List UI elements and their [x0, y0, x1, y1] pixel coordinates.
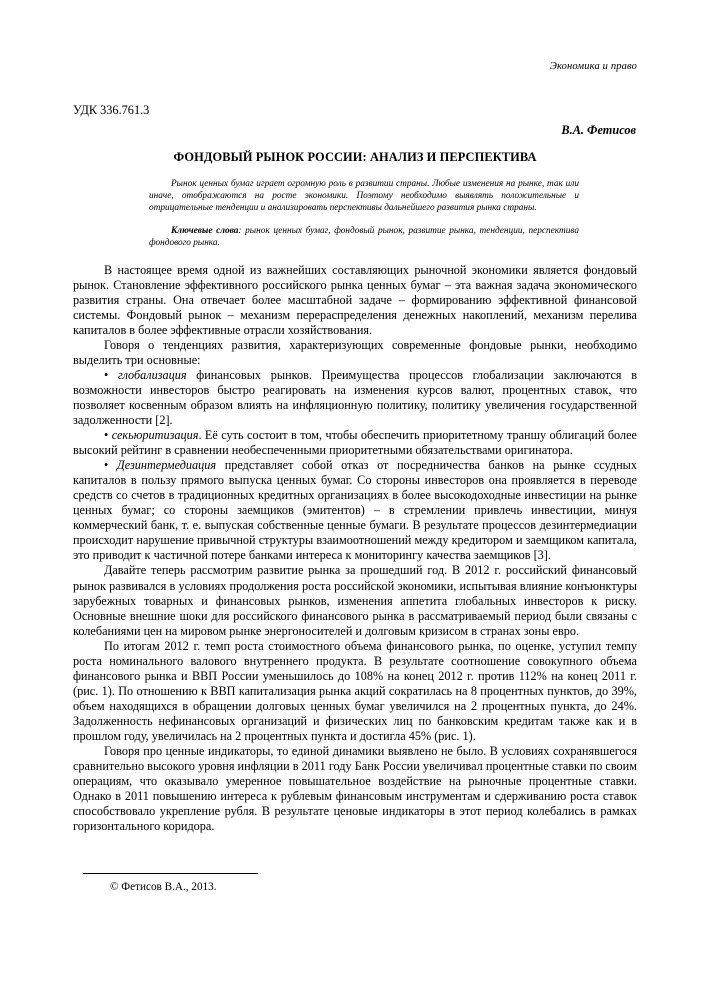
article-body	[73, 263, 637, 835]
paragraph-text: Говоря о тенденциях развития, характеризующих современные фондовые рынки, необходимо выделить три основные:	[73, 337, 637, 367]
bullet-marker: •	[104, 367, 118, 382]
keywords-list: рынок ценных бумаг, фондовый рынок, развитие рынка, тенденции, перспектива фондового рынка.	[149, 225, 579, 248]
body-paragraph	[73, 368, 637, 428]
abstract-text: Рынок ценных бумаг играет огромную роль в развитии страны. Любые изменения на рынке, так или иначе, отображаются на росте экономики. Поэтому необходимо выявлять положительные и отрицательные тенденции и анализировать перспективы дальнейшего развития рынка страны.	[149, 179, 579, 213]
body-paragraph	[73, 428, 637, 458]
copyright-footnote: © Фетисов В.А., 2013.	[110, 881, 217, 893]
udc-code: УДК 336.761.3	[73, 103, 150, 117]
term-emphasis: Дезинтермедиация	[116, 458, 217, 473]
paragraph-text: По итогам 2012 г. темп роста стоимостного объема финансового рынка, по оценке, уступил темпу роста номинального валового внутреннего продукта. В результате соотношение совокупного объема финансового рынка и ВВП России уменьшилось до 108% на конец 2012 г. против 112% на конец 2011 г. (рис. 1). По отношению к ВВП капитализация рынка акций сократилась на 8 процентных пунктов, до 39%, объем находящихся в обращении долговых ценных бумаг увеличился на 2 процентных пункта, до 24%. Задолженность нефинансовых организаций и физических лиц по банковским кредитам также как и в прошлом году, увеличилась на 2 процентных пункта и достигла 45% (рис. 1).	[73, 638, 637, 743]
paragraph-text: Давайте теперь рассмотрим развитие рынка за прошедший год. В 2012 г. российский финансовый рынок развивался в условиях продолжения роста российской экономики, испытывая влияние конъюнктуры зарубежных товарных и финансовых рынков, изменения аппетита глобальных инвесторов к риску. Основные внешние шоки для российского финансового рынка в рассматриваемый период были связаны с колебаниями цен на мировом рынке энергоносителей и долговым кризисом в странах зоны евро.	[73, 563, 637, 638]
bullet-marker: •	[104, 458, 117, 473]
keywords-block	[149, 226, 579, 250]
paragraph-text: представляет собой отказ от посредничества банков на рынке ссудных капиталов в пользу прямого выпуска ценных бумаг. Со стороны инвесторов она проявляется в переводе средств со счетов в традиционных кредитных организациях в более высокодоходные инвестиции на рынке ценных бумаг; со стороны заемщиков (эмитентов) – в стремлении привлечь инвестиции, минуя коммерческий банк, т. е. выпуская собственные ценные бумаги. В результате процессов дезинтермедиации происходит нарушение привычной структуры взаимоотношений между кредитором и заемщиком капитала, это приводит к частичной потере банками интереса к мониторингу качества заемщиков [3].	[73, 458, 637, 563]
body-paragraph	[73, 744, 637, 834]
body-paragraph	[73, 338, 637, 368]
paragraph-text: финансовых рынков. Преимущества процессов глобализации заключаются в возможности инвесторов быстро реагировать на изменения курсов валют, процентных ставок, что позволяет косвенным образом влиять на инфляционную политику, политику увеличения государственной задолженности [2].	[73, 367, 637, 427]
keywords-separator: :	[238, 225, 246, 236]
keywords-label: Ключевые слова	[171, 225, 239, 236]
page-content	[73, 0, 637, 834]
term-emphasis: секьюритизация	[111, 428, 199, 443]
body-paragraph	[73, 563, 637, 638]
paragraph-text: . Её суть состоит в том, чтобы обеспечить приоритетному траншу облигаций более высокий рейтинг в сравнении необеспеченными приоритетными обязательствами оригинатора.	[73, 428, 637, 458]
body-paragraph	[73, 639, 637, 744]
page-title: ФОНДОВЫЙ РЫНОК РОССИИ: АНАЛИЗ И ПЕРСПЕКТИВА	[173, 150, 537, 164]
term-emphasis: глобализация	[117, 367, 187, 382]
paragraph-text: В настоящее время одной из важнейших составляющих рыночной экономики является фондовый рынок. Становление эффективного российского рынка ценных бумаг – эта важная задача экономического развития страны. Она отвечает более масштабной задаче – формированию эффективной финансовой системы. Фондовый рынок – механизм перераспределения денежных накоплений, механизм перелива капиталов в более эффективные отрасли хозяйствования.	[73, 262, 637, 337]
running-head: Экономика и право	[549, 61, 637, 72]
author-name: В.А. Фетисов	[561, 123, 636, 137]
body-paragraph	[73, 263, 637, 338]
body-paragraph	[73, 458, 637, 563]
paragraph-text: Говоря про ценные индикаторы, то единой динамики выявлено не было. В условиях сохранявшегося сравнительно высокого уровня инфляции в 2011 году Банк России увеличивал процентные ставки по своим операциям, что оказывало умеренное повышательное воздействие на рыночные процентные ставки. Однако в 2011 повышению интереса к рублевым финансовым инструментам и сдерживанию роста ставок способствовало укрепление рубля. В результате ценовые индикаторы в этот период колебались в рамках горизонтального коридора.	[73, 744, 637, 834]
footnote-zone	[73, 873, 637, 894]
bullet-marker: •	[104, 428, 112, 443]
